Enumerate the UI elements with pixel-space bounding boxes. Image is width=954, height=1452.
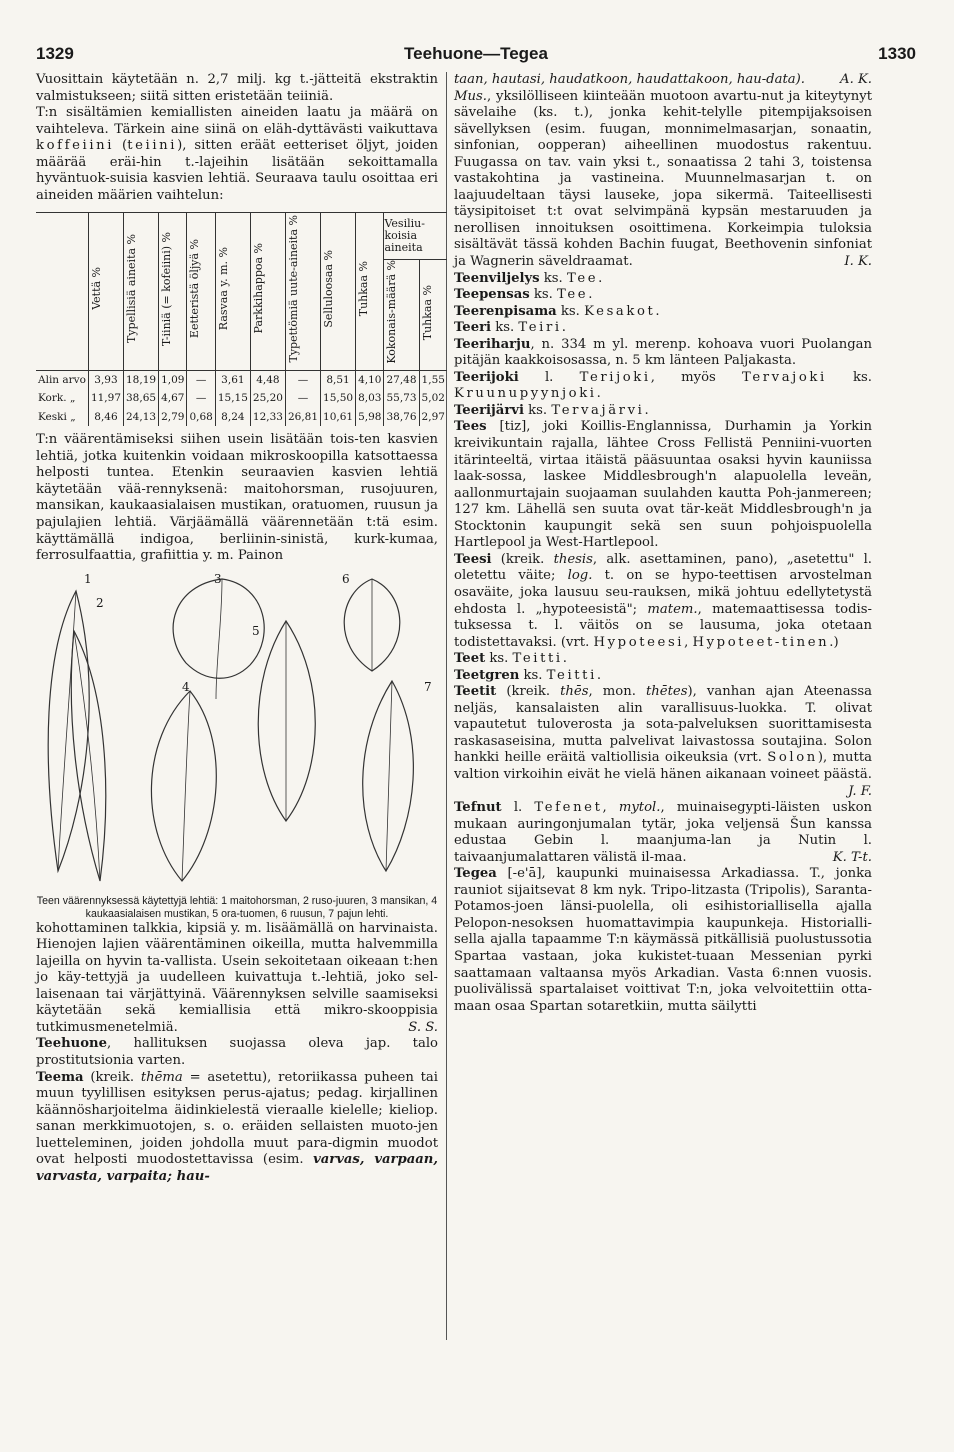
composition-table: Vettä % Typellisiä aineita % T-iiniä (= kofeiini) % Eetteristä öljyä % Rasvaa y. m. % Parkkihappoa % Typettömiä uute-aineita % Selluloosaa % Tuhkaa % Vesiliu-koisia aineita Kokonais-määrä % Tuhkaa % Alin arvo 3,93 18,19 1,09 — 3,61 4,48 — 8,51 4,10 27,48 1,55 Kork. „ 11,97 38,65 4,67 — 15,15 25,20 — 15,50 8,03 55,73 5,02 Keski „ 8,46 24,13 2,79 0,68 8,24 12,33 26,81 10,61 5,98 38,76 2,97 bbox=[36, 212, 447, 426]
entry-teehuone: Teehuone, hallituksen suojassa oleva jap. talo prostitutsionia varten. bbox=[36, 1036, 438, 1068]
leaf-5 bbox=[258, 621, 315, 821]
table-cell: 15,50 bbox=[321, 389, 356, 408]
figure-caption: Teen väärennyksessä käytettyjä lehtiä: 1 maitohorsman, 2 ruso-juuren, 3 mansikan, 4 kaukaasialaisen mustikan, 5 ora-tuomen, 6 ruusun, 7 pajun lehti. bbox=[36, 894, 438, 920]
table-cell: 25,20 bbox=[250, 389, 285, 408]
table-cell: 38,76 bbox=[384, 408, 419, 427]
entry: Teerenpisama ks. Kesakot. bbox=[454, 303, 663, 319]
table-cell: 0,68 bbox=[187, 408, 215, 427]
table-cell: 26,81 bbox=[285, 408, 320, 427]
table-row bbox=[36, 408, 447, 427]
right-column bbox=[454, 72, 872, 1015]
entry: Teerijärvi ks. Tervajärvi. bbox=[454, 402, 652, 418]
table-cell: — bbox=[285, 370, 320, 389]
entry-teema: Teema (kreik. thēma = asetettu), retoriikassa puheen tai muun tyylillisen esityksen perus-ajatus; pedag. kirjallinen käännösharjoitelma äidinkielestä vieraalle kielelle; kieliop. sanan merkkimuotojen, s. o. eräiden sellaisten muoto-jen luetteleminen, joiden johdolla muut para-digmin muodot ovat helposti muodostettavissa (esim. varvas, varpaan, varvasta, varpaita; hau- bbox=[36, 1069, 438, 1184]
table-cell: — bbox=[187, 370, 215, 389]
entry: Teetgren ks. Teitti. bbox=[454, 667, 604, 683]
table-cell: 10,61 bbox=[321, 408, 356, 427]
table-cell: 8,46 bbox=[88, 408, 123, 427]
table-cell: 2,79 bbox=[159, 408, 187, 427]
table-cell: 4,48 bbox=[250, 370, 285, 389]
table-cell: 18,19 bbox=[124, 370, 159, 389]
table-cell: 3,93 bbox=[88, 370, 123, 389]
figure-label: 4 bbox=[182, 679, 190, 694]
entry: Tees [tiz], joki Koillis-Englannissa, Durhamin ja Yorkin kreivikuntain rajalla, lähtee Cross Fellistä Penniini-vuorten itärinteeltä, virtaa itäistä pääsuuntaa osaksi hyvin kauniissa laak-sossa, laskee Middlesbrough'n alapuolella leveän, aallonmurtajain suojaaman suulahden kautta Poh-janmereen; 127 km. Lähellä sen suuta ovat tär-keät Middlesbrough'n ja Stocktonin kaupungit sekä sen suun pohjoispuolella Hartlepool ja West-Hartlepool. bbox=[454, 419, 872, 551]
left-column bbox=[36, 72, 445, 1185]
entry: Teenviljelys ks. Tee. bbox=[454, 270, 605, 286]
figure-label: 1 bbox=[84, 571, 92, 586]
entry: Teepensas ks. Tee. bbox=[454, 287, 596, 303]
entry: Teet ks. Teitti. bbox=[454, 651, 570, 667]
entry: Teeri ks. Teiri. bbox=[454, 320, 569, 336]
table-cell: 38,65 bbox=[124, 389, 159, 408]
leaf-3 bbox=[173, 579, 264, 678]
page-number-right: 1330 bbox=[878, 44, 916, 63]
table-cell: 1,55 bbox=[419, 370, 447, 389]
table-cell: 4,10 bbox=[356, 370, 384, 389]
table-cell: 1,09 bbox=[159, 370, 187, 389]
row-label: Kork. „ bbox=[38, 392, 76, 405]
table-cell: — bbox=[187, 389, 215, 408]
leaf-4 bbox=[151, 691, 216, 881]
table-cell: 3,61 bbox=[215, 370, 250, 389]
table-cell: 5,98 bbox=[356, 408, 384, 427]
table-cell: 55,73 bbox=[384, 389, 419, 408]
running-title: Teehuone—Tegea bbox=[404, 44, 548, 63]
row-label: Alin arvo bbox=[38, 373, 86, 386]
group-header: Vesiliu-koisia aineita bbox=[384, 213, 447, 260]
paragraph: taan, hautasi, haudatkoon, haudattakoon, hau-data). A. K. bbox=[454, 72, 872, 87]
table-cell: 27,48 bbox=[384, 370, 419, 389]
table-row bbox=[36, 389, 447, 408]
entry: Teesi (kreik. thesis, alk. asettaminen, pano), „asetettu" l. oletettu väite; log. t. on se hypo-teettisen arvostelman osaväite, joka lausuu seu-rauksen, mikä johtuu edellytetystä ehdosta l. „hypoteesistä"; matem., matemaattisessa todis-tuksessa t. l. väitös on se lausuma, joka otetaan todistettavaksi. (vrt. Hypoteesi, Hypoteet-tinen.) bbox=[454, 551, 872, 650]
leaf-illustrations bbox=[36, 571, 438, 891]
table-cell: 24,13 bbox=[124, 408, 159, 427]
entry: Tefnut l. Tefenet, mytol., muinaisegypti-läisten uskon mukaan auringonjumalan tytär, joka veljensä Šun kanssa edustaa Gebin l. maanjuma-lan ja Nutin l. taivaanjumalattaren välistä il-maa. K. T-t. bbox=[454, 800, 873, 865]
figure-label: 6 bbox=[342, 571, 350, 586]
entry: Teetit (kreik. thēs, mon. thētes), vanhan ajan Ateenassa neljäs, kansalaisten alin varallisuus-luokka. T. olivat vapautetut tuloverosta ja sota-palveluksen suorittamisesta raskasaseisina, mutta palvelivat laivastossa soutajina. Solon hankki heille eräitä valtiollisia oikeuksia (vrt. Solon), mutta valtion virkoihin eivät he vielä hänen aikanaan voineet päästä. J. F. bbox=[454, 684, 872, 799]
paragraph: kohottaminen talkkia, kipsiä y. m. lisäämällä on harvinaista. Hienojen lajien väärentäminen oikeilla, mutta halvemmilla lajeilla on hyvin ta-vallista. Usein sekoitetaan oikeaan t:hen jo käy-tettyjä ja uudelleen kuivattuja t.-lehtiä, joko sel-laisenaan tai värjättyinä. Väärennyksen selville saamiseksi käytetään sekä kemiallisia että mikro-skooppisia tutkimusmenetelmiä. S. S. bbox=[36, 920, 438, 1035]
figure-label: 5 bbox=[252, 623, 260, 638]
table-cell: 15,15 bbox=[215, 389, 250, 408]
table-cell: 5,02 bbox=[419, 389, 447, 408]
entry: Teerijoki l. Terijoki, myös Tervajoki ks. Kruunupyynjoki. bbox=[454, 369, 872, 402]
figure-label: 3 bbox=[214, 571, 222, 586]
page-header bbox=[36, 44, 916, 70]
table-cell: 11,97 bbox=[88, 389, 123, 408]
row-label: Keski „ bbox=[38, 410, 76, 423]
table-cell: 8,03 bbox=[356, 389, 384, 408]
table-cell: 4,67 bbox=[159, 389, 187, 408]
entry: Tegea [-e'ā], kaupunki muinaisessa Arkadiassa. T., jonka rauniot sijaitsevat 8 km nyk. Tripo-litzasta (Tripolis), Saranta-Potamos-joen länsi-puolella, oli esihistoriallisella ajalla Pelopon-nesoksen huomattavimpia kaupunkeja. Historialli-sella ajalla tapaamme T:n käymässä pitkällisiä puolustussotia Spartaa vastaan, joka kukistet-tuaan Messenian pyrki saattamaan valtaansa myös Arkadian. Vasta 6:nnen vuosis. puolivälissä spartalaiset voittivat T:n, joka velvoitettiin otta-maan osaa Spartan sotaretkiin, mutta säilytti bbox=[454, 866, 872, 1014]
figure-label: 2 bbox=[96, 595, 104, 610]
table-cell: 8,24 bbox=[215, 408, 250, 427]
page-number-left: 1329 bbox=[36, 44, 74, 63]
paragraph: Mus., yksilölliseen kiinteään muotoon avartu-nut ja kiteytynyt sävelaihe (ks. t.), jonka kehit-telylle pitempijaksoisen sävellyksen (esim. fuugan, monnimelmasarjan, sonaatin, sinfonian, oopperan) aiheellinen muodostus rakentuu. Fuugassa on tav. vain yksi t., sonaatissa 2 tahi 3, toistensa vastakohtina ja vastineina. Muunnelmasarjan t. on laajuudeltaan täysi lauseke, jopa sikermä. Taiteellisesti täysipitoiset t:t ovat selvimpänä kypsän mestaruuden ja nerollisen innoituksen osoittimena. Korkeimpia tuloksia sisältävät tässä kohden Bachin fuugat, Beethovenin sinfoniat ja Wagnerin säveldraamat. I. K. bbox=[454, 88, 872, 270]
paragraph: T:n väärentämiseksi siihen usein lisätään tois-ten kasvien lehtiä, jotka kuitenkin voidaan mikroskoopilla katsottaessa helposti tuntea. Etenkin seuraavien kasvien lehtiä käytetään vää-rennyksenä: maitohorsman, rusojuuren, mansikan, kaukaasialaisen mustikan, oratuomen, ruusun ja pajulajien lehtiä. Värjäämällä väärennetään t:tä esim. käyttämällä indigoa, berliinin-sinistä, kurk-kumaa, ferrosulfaattia, grafiittia y. m. Painon bbox=[36, 432, 438, 564]
leaf-7 bbox=[363, 681, 414, 871]
table-cell: 2,97 bbox=[419, 408, 447, 427]
leaf-figure bbox=[36, 571, 438, 891]
table-cell: 12,33 bbox=[250, 408, 285, 427]
figure-label: 7 bbox=[424, 679, 432, 694]
table-cell: — bbox=[285, 389, 320, 408]
table-cell: 8,51 bbox=[321, 370, 356, 389]
entry: Teeriharju, n. 334 m yl. merenp. kohoava vuori Puolangan pitäjän kaakkoisosassa, n. 5 km länteen Paljakasta. bbox=[454, 336, 872, 369]
paragraph: T:n sisältämien kemiallisten aineiden laatu ja määrä on vaihteleva. Tärkein aine siinä on eläh-dyttävästi vaikuttava koffeiini (teiini), sitten eräät eetteriset öljyt, joiden määrää eräi-hin t.-lajeihin lisätään sekoittamalla hyväntuok-suisia kasvien lehtiä. Seuraava taulu osoittaa eri aineiden määrien vaihtelun: bbox=[36, 105, 439, 203]
paragraph: Vuosittain käytetään n. 2,7 milj. kg t.-jätteitä ekstraktin valmistukseen; siitä sitten eristetään teiiniä. bbox=[36, 72, 438, 104]
table-row bbox=[36, 370, 447, 389]
leaf-1 bbox=[48, 591, 89, 871]
